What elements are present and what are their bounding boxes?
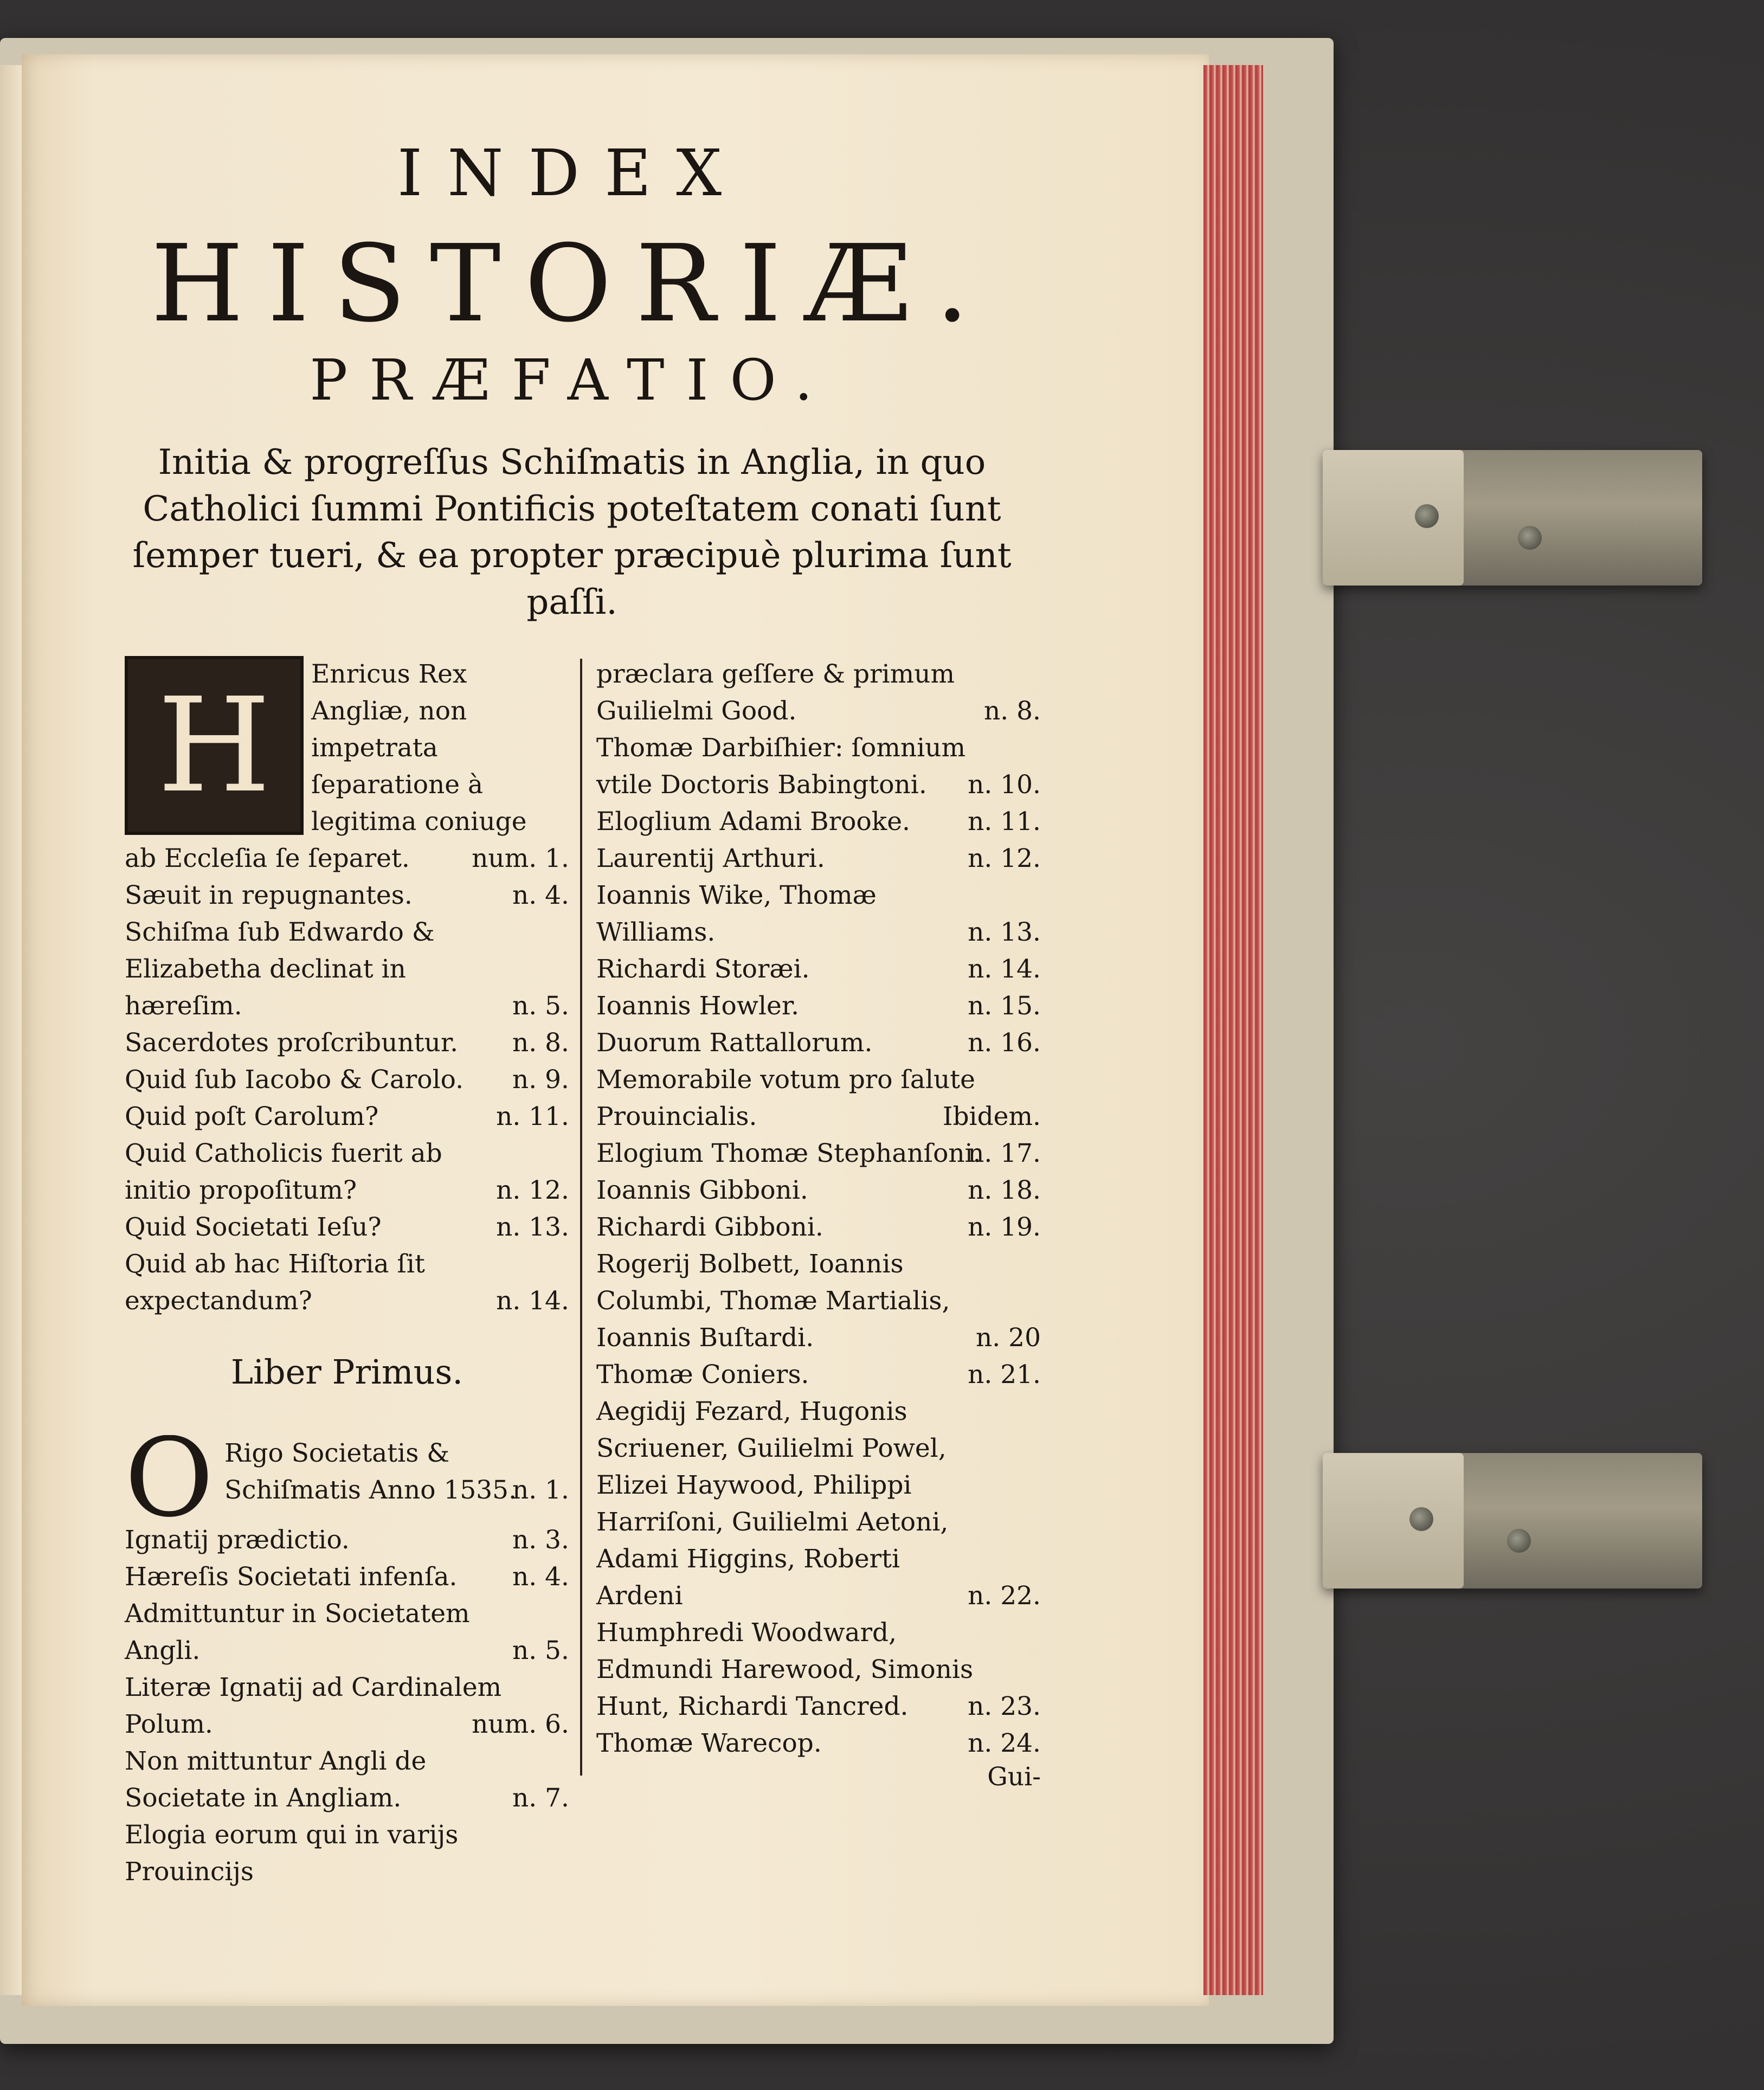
index-entry	[125, 1062, 569, 1098]
index-entry	[125, 1743, 569, 1817]
rivet-icon	[1409, 1507, 1433, 1531]
index-entry	[596, 1393, 1041, 1615]
entry-ref: n. 8.	[512, 1028, 569, 1058]
index-entry	[125, 1817, 569, 1890]
entry-ref: n. 11.	[968, 807, 1041, 837]
title-historiae: HISTORIÆ.	[151, 222, 993, 346]
entry-ref: num. 1.	[472, 844, 569, 873]
entry-text: Thomæ Warecop.	[596, 1728, 822, 1758]
index-entry	[125, 1559, 569, 1596]
index-entry	[596, 877, 1041, 951]
entry-text: Memorabile votum pro ſalute Prouincialis.	[596, 1065, 975, 1131]
index-entry	[596, 1135, 1041, 1172]
entry-ref: n. 15.	[968, 991, 1041, 1021]
entry-text: Ioannis Howler.	[596, 991, 800, 1021]
first-entry	[125, 656, 569, 877]
entry-text: præclara geſſere & primum Guilielmi Good.	[596, 659, 955, 726]
entry-ref: n. 23.	[968, 1692, 1041, 1721]
entry-text: Admittuntur in Societatem Angli.	[125, 1599, 470, 1665]
entry-ref: n. 24.	[968, 1728, 1041, 1758]
index-entry	[125, 914, 569, 1025]
index-entry	[125, 656, 569, 877]
right-entries	[596, 656, 1041, 1762]
entry-ref: n. 22.	[968, 1581, 1041, 1611]
entry-text: Ignatij prædictio.	[125, 1525, 350, 1555]
entry-text: Richardi Storæi.	[596, 954, 810, 984]
entry-text: Eloglium Adami Brooke.	[596, 807, 910, 837]
index-entry	[125, 1435, 569, 1509]
title-index: INDEX	[397, 136, 747, 210]
index-entry	[125, 1025, 569, 1062]
index-entry	[596, 1062, 1041, 1135]
initial-letter: H	[157, 670, 271, 821]
index-entry	[596, 1725, 1041, 1762]
entry-ref: n. 4.	[512, 880, 569, 910]
entry-text: Humphredi Woodward, Edmundi Harewood, Simonis Hunt, Richardi Tancred.	[596, 1618, 974, 1721]
title-praefatio: PRÆFATIO.	[310, 347, 834, 413]
entry-ref: n. 20	[976, 1323, 1041, 1353]
index-entry	[125, 1246, 569, 1320]
rivet-icon	[1518, 526, 1542, 550]
entry-text: Quid ſub Iacobo & Carolo.	[125, 1065, 464, 1095]
column-rule	[580, 659, 582, 1776]
entry-ref: n. 19.	[968, 1212, 1041, 1242]
entry-ref: n. 9.	[512, 1065, 569, 1095]
entry-ref: Ibidem.	[942, 1102, 1041, 1131]
entry-ref: n. 8.	[984, 696, 1041, 726]
entry-ref: n. 14.	[496, 1286, 569, 1316]
entry-text: Literæ Ignatij ad Cardinalem Polum.	[125, 1673, 502, 1739]
index-entry	[596, 951, 1041, 988]
entry-ref: n. 12.	[968, 844, 1041, 873]
entry-text: Sacerdotes proſcribuntur.	[125, 1028, 459, 1058]
index-entry	[125, 1209, 569, 1246]
index-entry	[125, 1135, 569, 1209]
entry-ref: n. 3.	[512, 1525, 569, 1555]
book-entries	[125, 1522, 569, 1890]
index-entry	[125, 877, 569, 914]
entry-ref: n. 5.	[512, 1636, 569, 1665]
index-entry	[125, 1098, 569, 1135]
entry-text: Laurentij Arthuri.	[596, 844, 825, 873]
book-initial: O	[125, 1435, 214, 1522]
entry-text: Enricus Rex Angliæ, non impetrata ſeparatione à legitima coniuge ab Eccleſia ſe ſeparet.	[125, 659, 527, 873]
entry-text: Ioannis Gibboni.	[596, 1175, 808, 1205]
entry-text: Duorum Rattallorum.	[596, 1028, 873, 1058]
index-entry	[596, 803, 1041, 840]
entry-text: Rigo Societatis & Schiſmatis Anno 1535.	[224, 1438, 517, 1505]
index-entry	[596, 1025, 1041, 1062]
entry-text: Ioannis Wike, Thomæ Williams.	[596, 880, 877, 947]
facing-page-edge	[0, 65, 22, 1995]
index-entry	[596, 656, 1041, 730]
index-entry	[596, 1615, 1041, 1725]
page-edges	[1203, 65, 1263, 1995]
entry-ref: n. 12.	[496, 1175, 569, 1205]
entry-text: Elogia eorum qui in varijs Prouincijs	[125, 1820, 459, 1887]
entry-ref: n. 4.	[512, 1562, 569, 1592]
entry-ref: n. 13.	[968, 917, 1041, 947]
entry-ref: num. 6.	[472, 1709, 569, 1739]
entry-text: Thomæ Darbiſhier: ſomnium vtile Doctoris Babingtoni.	[596, 733, 966, 800]
entry-ref: n. 17.	[968, 1139, 1041, 1168]
index-entry	[125, 1522, 569, 1559]
entry-ref: n. 14.	[968, 954, 1041, 984]
book-first-entry	[125, 1435, 569, 1522]
clasp-upper	[1323, 450, 1702, 586]
entry-text: Richardi Gibboni.	[596, 1212, 823, 1242]
entry-text: Quid poſt Carolum?	[125, 1102, 379, 1131]
entry-ref: n. 13.	[496, 1212, 569, 1242]
left-entries	[125, 877, 569, 1320]
catchword: Gui-	[987, 1762, 1041, 1792]
index-column-right	[596, 656, 1041, 1792]
entry-ref: n. 7.	[512, 1783, 569, 1813]
entry-text: Schiſma ſub Edwardo & Elizabetha declinat in hæreſim.	[125, 917, 435, 1021]
index-entry	[596, 1246, 1041, 1356]
entry-ref: n. 10.	[968, 770, 1041, 800]
entry-text: Quid ab hac Hiſtoria ſit expectandum?	[125, 1249, 425, 1316]
rivet-icon	[1415, 504, 1439, 528]
index-column-left	[125, 656, 569, 1890]
entry-text: Sæuit in repugnantes.	[125, 880, 413, 910]
index-entry	[596, 1356, 1041, 1393]
entry-ref: n. 1.	[512, 1475, 569, 1505]
rivet-icon	[1507, 1529, 1531, 1553]
index-entry	[125, 1669, 569, 1743]
clasp-lower	[1323, 1453, 1702, 1589]
entry-text: Quid Societati Ieſu?	[125, 1212, 382, 1242]
entry-ref: n. 16.	[968, 1028, 1041, 1058]
index-entry	[596, 730, 1041, 803]
index-entry	[596, 840, 1041, 877]
index-entry	[596, 988, 1041, 1025]
entry-text: Elogium Thomæ Stephanſoni.	[596, 1139, 981, 1168]
entry-ref: n. 11.	[496, 1102, 569, 1131]
index-entry	[596, 1172, 1041, 1209]
index-entry	[596, 1209, 1041, 1246]
entry-text: Hæreſis Societati infenſa.	[125, 1562, 458, 1592]
preface-subtitle: Initia & progreſſus Schiſmatis in Anglia, in quo Catholici ſummi Pontificis poteſtatem conati ſunt ſemper tueri, & ea propter præcipuè plurima ſunt paſſi.	[132, 442, 1012, 622]
entry-text: Thomæ Coniers.	[596, 1360, 809, 1390]
entry-text: Quid Catholicis fuerit ab initio propoſitum?	[125, 1139, 442, 1205]
book-heading: Liber Primus.	[230, 1352, 463, 1392]
entry-ref: n. 18.	[968, 1175, 1041, 1205]
entry-ref: n. 5.	[512, 991, 569, 1021]
entry-text: Non mittuntur Angli de Societate in Angliam.	[125, 1746, 427, 1813]
entry-ref: n. 21.	[968, 1360, 1041, 1390]
entry-text: Rogerij Bolbett, Ioannis Columbi, Thomæ Martialis, Ioannis Buſtardi.	[596, 1249, 950, 1353]
index-entry	[125, 1596, 569, 1669]
entry-text: Aegidij Fezard, Hugonis Scriuener, Guilielmi Powel, Elizei Haywood, Philippi Harriſoni, Guilielmi Aetoni, Adami Higgins, Roberti Ardeni	[596, 1397, 949, 1611]
